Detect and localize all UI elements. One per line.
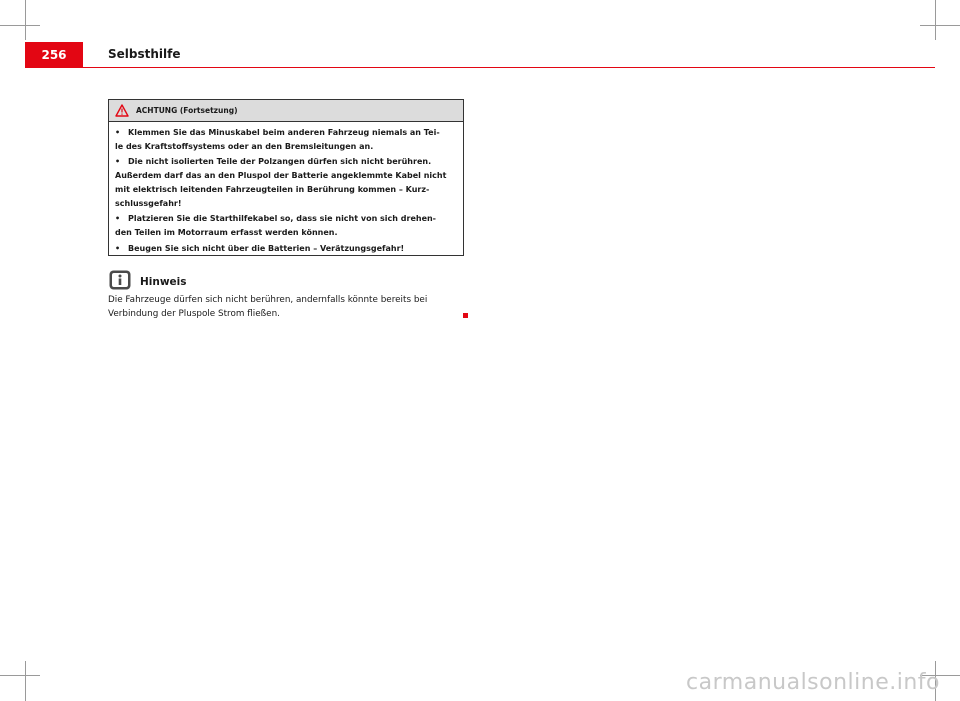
note-text: Die Fahrzeuge dürfen sich nicht berühren, andernfalls könnte bereits bei Verbindung der Pluspole Strom fließen. xyxy=(108,295,428,319)
warning-item-text: Klemmen Sie das Minuskabel beim anderen Fahrzeug niemals an Tei- le des Kraftstoffsystems oder an den Bremsleitungen an. xyxy=(115,128,440,151)
warning-box xyxy=(108,99,464,256)
crop-mark xyxy=(920,25,960,26)
warning-triangle-icon xyxy=(115,104,129,117)
header-rule xyxy=(83,67,935,68)
warning-item-text: Platzieren Sie die Starthilfekabel so, dass sie nicht von sich drehen- den Teilen im Motorraum erfasst werden können. xyxy=(115,214,437,237)
crop-mark xyxy=(25,661,26,701)
page-header xyxy=(25,42,935,68)
section-title: Selbsthilfe xyxy=(108,47,181,61)
crop-mark xyxy=(935,0,936,40)
page-number: 256 xyxy=(41,48,67,62)
crop-mark xyxy=(25,0,26,40)
warning-item: • Platzieren Sie die Starthilfekabel so, dass sie nicht von sich drehen- den Teilen im Motorraum erfasst werden können. xyxy=(115,214,437,237)
watermark: carmanualsonline.info xyxy=(686,670,940,695)
warning-title: ACHTUNG (Fortsetzung) xyxy=(136,106,238,115)
warning-item: • Beugen Sie sich nicht über die Batterien – Verätzungsgefahr! xyxy=(115,243,405,253)
warning-header xyxy=(109,100,463,122)
crop-mark xyxy=(0,675,40,676)
warning-item-text: Die nicht isolierten Teile der Polzangen dürfen sich nicht berühren. Außerdem darf das an den Pluspol der Batterie angeklemmte Kabel nicht mit elektrisch leitenden Fahrzeugteilen in Berührung kommen – Kurz- schlussgefahr! xyxy=(115,157,447,208)
warning-list xyxy=(109,122,463,255)
warning-item: • Die nicht isolierten Teile der Polzangen dürfen sich nicht berühren. Außerdem darf das an den Pluspol der Batterie angeklemmte Kabel nicht mit elektrisch leitenden Fahrzeugteilen in Berührung kommen – Kurz- schlussgefahr! xyxy=(115,157,447,208)
info-note-icon xyxy=(109,270,131,290)
note-title: Hinweis xyxy=(140,276,187,288)
page-number-badge xyxy=(25,42,83,68)
crop-mark xyxy=(0,25,40,26)
warning-item: • Klemmen Sie das Minuskabel beim anderen Fahrzeug niemals an Tei- le des Kraftstoffsystems oder an den Bremsleitungen an. xyxy=(115,128,440,151)
warning-item-text: Beugen Sie sich nicht über die Batterien – Verätzungsgefahr! xyxy=(128,243,405,253)
section-end-marker xyxy=(463,313,468,318)
